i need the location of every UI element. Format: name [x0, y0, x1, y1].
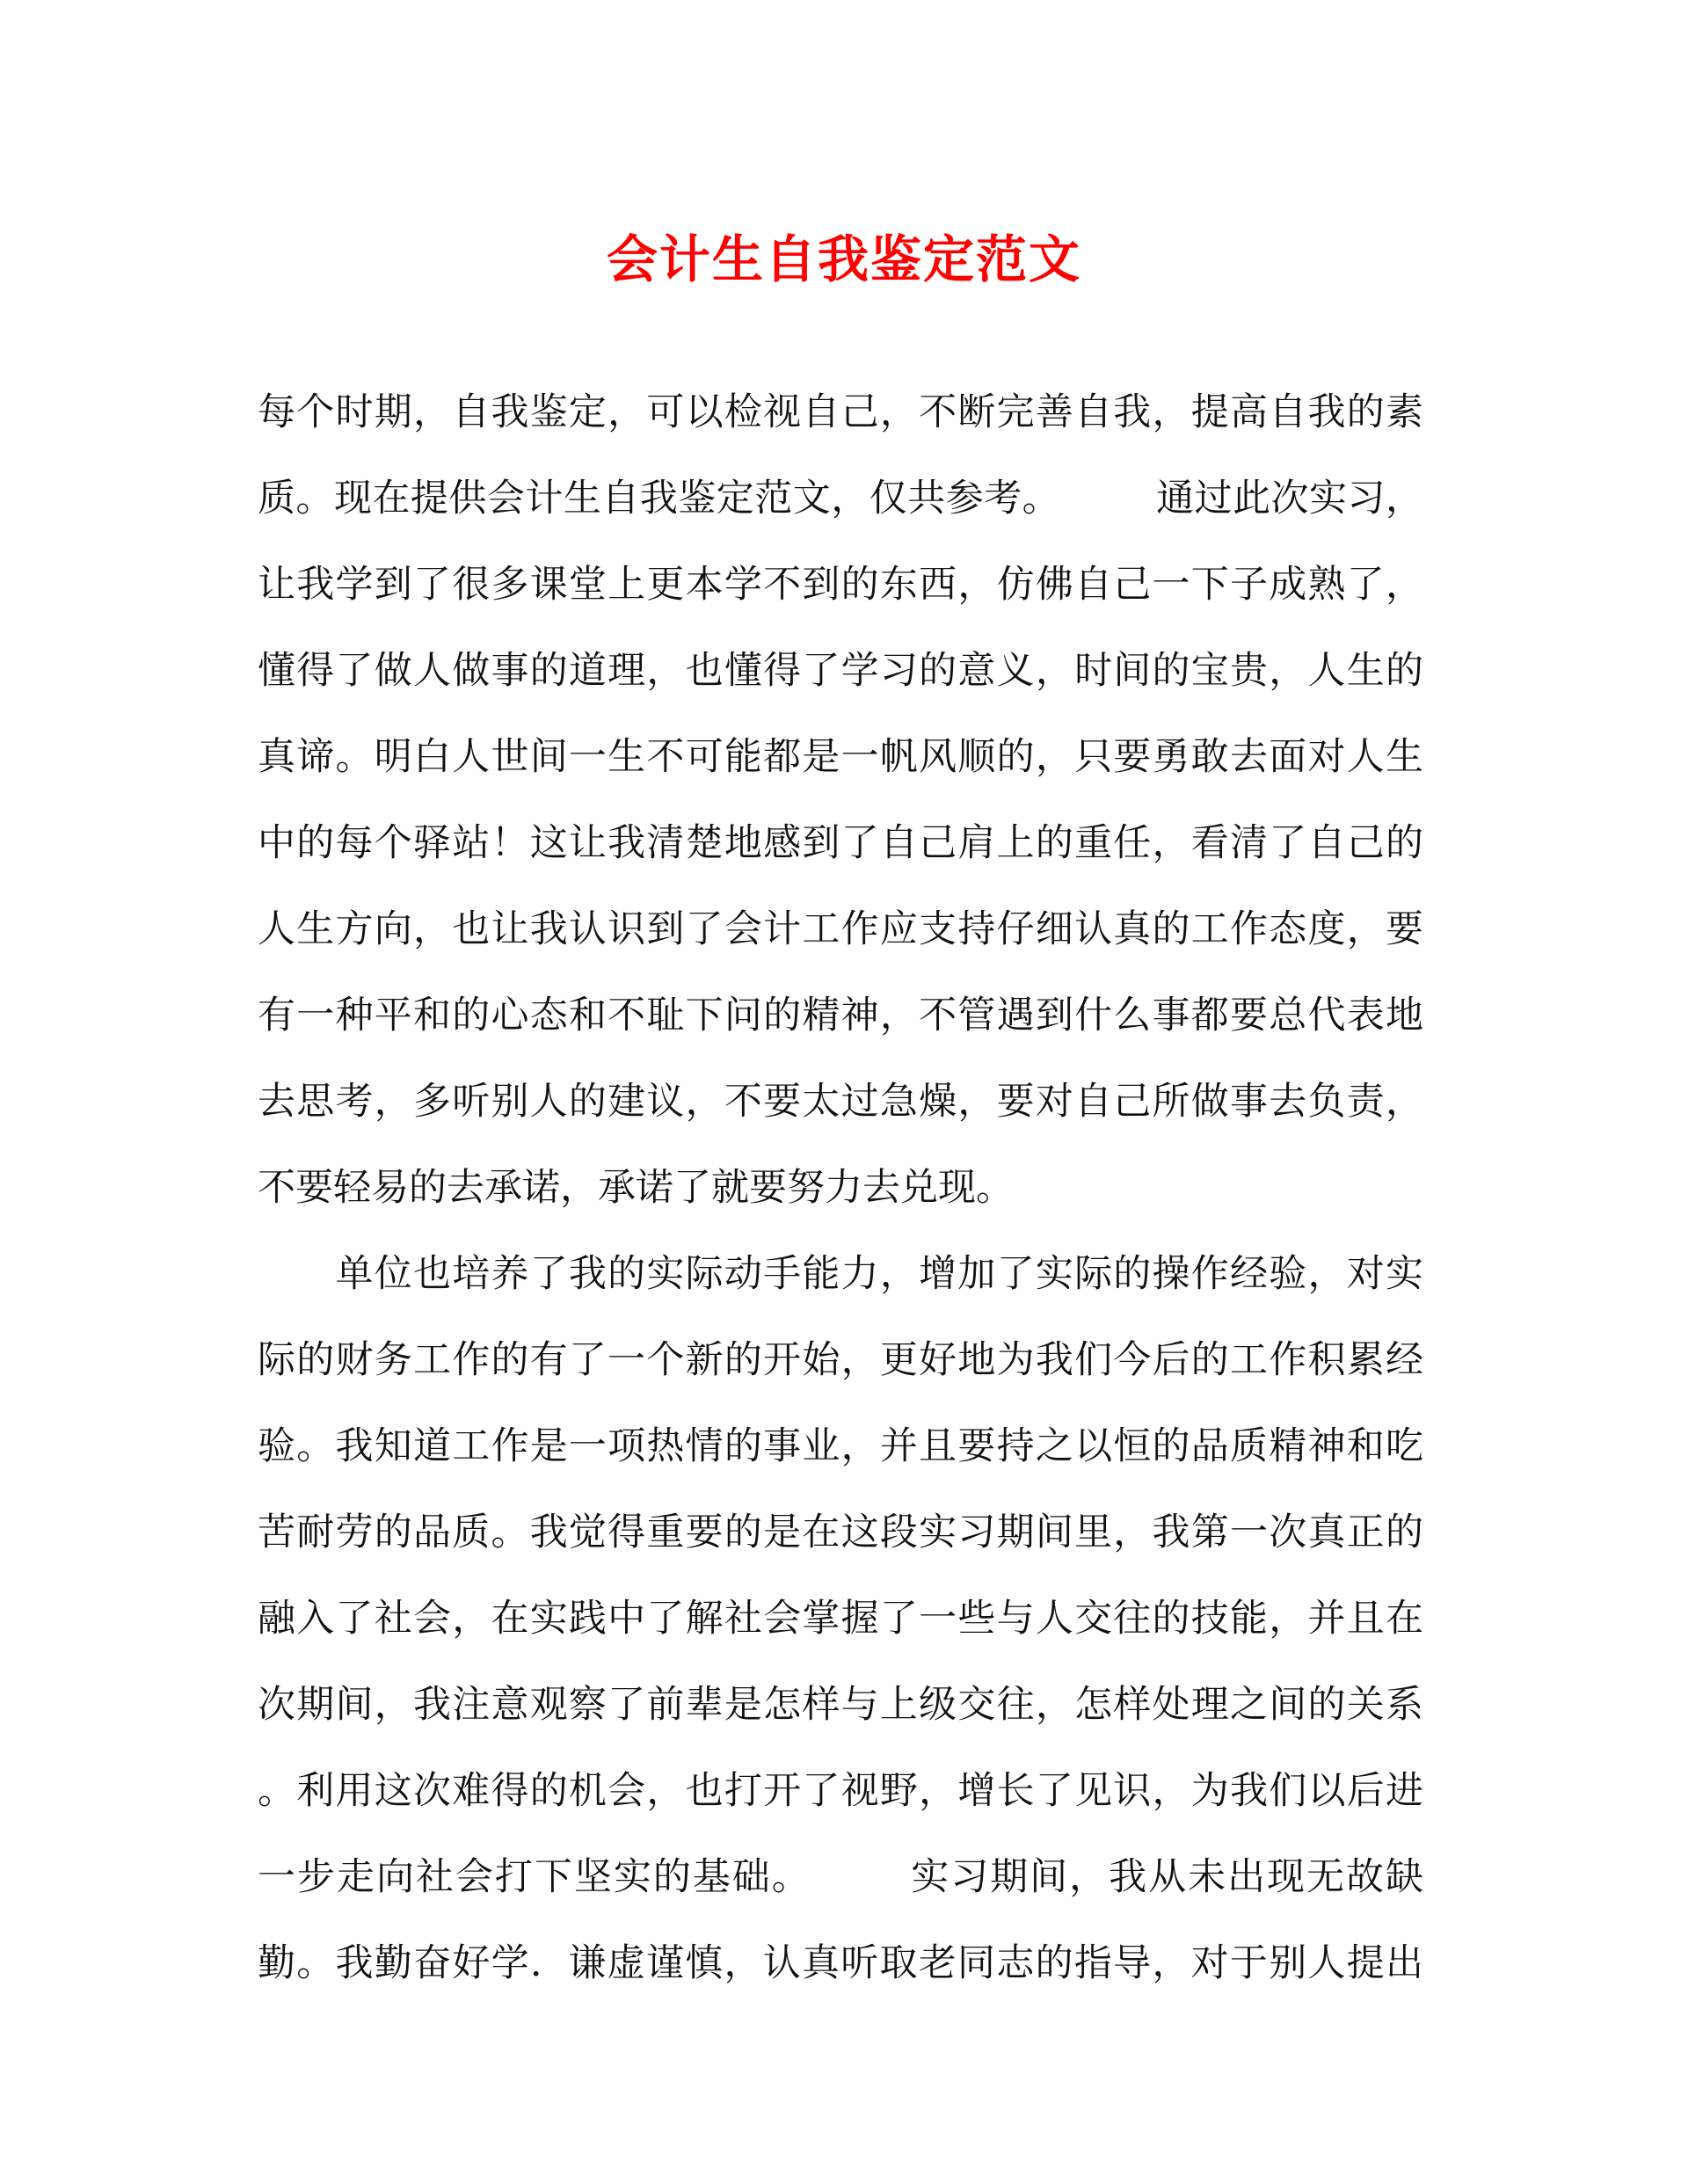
text-line: 人生方向，也让我认识到了会计工作应支持仔细认真的工作态度，要 [258, 907, 1423, 951]
text-line: 。利用这次难得的机会，也打开了视野，增长了见识，为我们以后进 [258, 1769, 1423, 1813]
text-line: 中的每个驿站！这让我清楚地感到了自己肩上的重任，看清了自己的 [258, 821, 1423, 865]
text-line: 质。现在提供会计生自我鉴定范文，仅共参考。 通过此次实习， [258, 477, 1423, 521]
text-line: 验。我知道工作是一项热情的事业，并且要持之以恒的品质精神和吃 [258, 1424, 1423, 1468]
text-line: 真谛。明白人世间一生不可能都是一帆风顺的，只要勇敢去面对人生 [258, 735, 1423, 779]
text-line: 融入了社会，在实践中了解社会掌握了一些与人交往的技能，并且在 [258, 1597, 1423, 1641]
text-line: 每个时期，自我鉴定，可以检视自己，不断完善自我，提高自我的素 [258, 390, 1423, 434]
text-line: 让我学到了很多课堂上更本学不到的东西，仿佛自己一下子成熟了， [258, 563, 1423, 607]
text-line: 次期间，我注意观察了前辈是怎样与上级交往，怎样处理之间的关系 [258, 1683, 1423, 1727]
text-line: 一步走向社会打下坚实的基础。 实习期间，我从未出现无故缺 [258, 1855, 1423, 1899]
text-line: 懂得了做人做事的道理，也懂得了学习的意义，时间的宝贵，人生的 [258, 649, 1423, 693]
text-line: 有一种平和的心态和不耻下问的精神，不管遇到什么事都要总代表地 [258, 994, 1423, 1037]
text-line: 际的财务工作的有了一个新的开始，更好地为我们今后的工作积累经 [258, 1338, 1423, 1382]
document-title: 会计生自我鉴定范文 [606, 229, 1081, 289]
document-body [258, 369, 1423, 2006]
text-line: 勤。我勤奋好学. 谦虚谨慎，认真听取老同志的指导，对于别人提出 [258, 1941, 1423, 1985]
text-line: 苦耐劳的品质。我觉得重要的是在这段实习期间里，我第一次真正的 [258, 1511, 1423, 1554]
text-line: 不要轻易的去承诺，承诺了就要努力去兑现。 [258, 1166, 1014, 1210]
text-line: 单位也培养了我的实际动手能力，增加了实际的操作经验，对实 [258, 1252, 1423, 1296]
text-line: 去思考，多听别人的建议，不要太过急燥，要对自己所做事去负责， [258, 1080, 1423, 1124]
